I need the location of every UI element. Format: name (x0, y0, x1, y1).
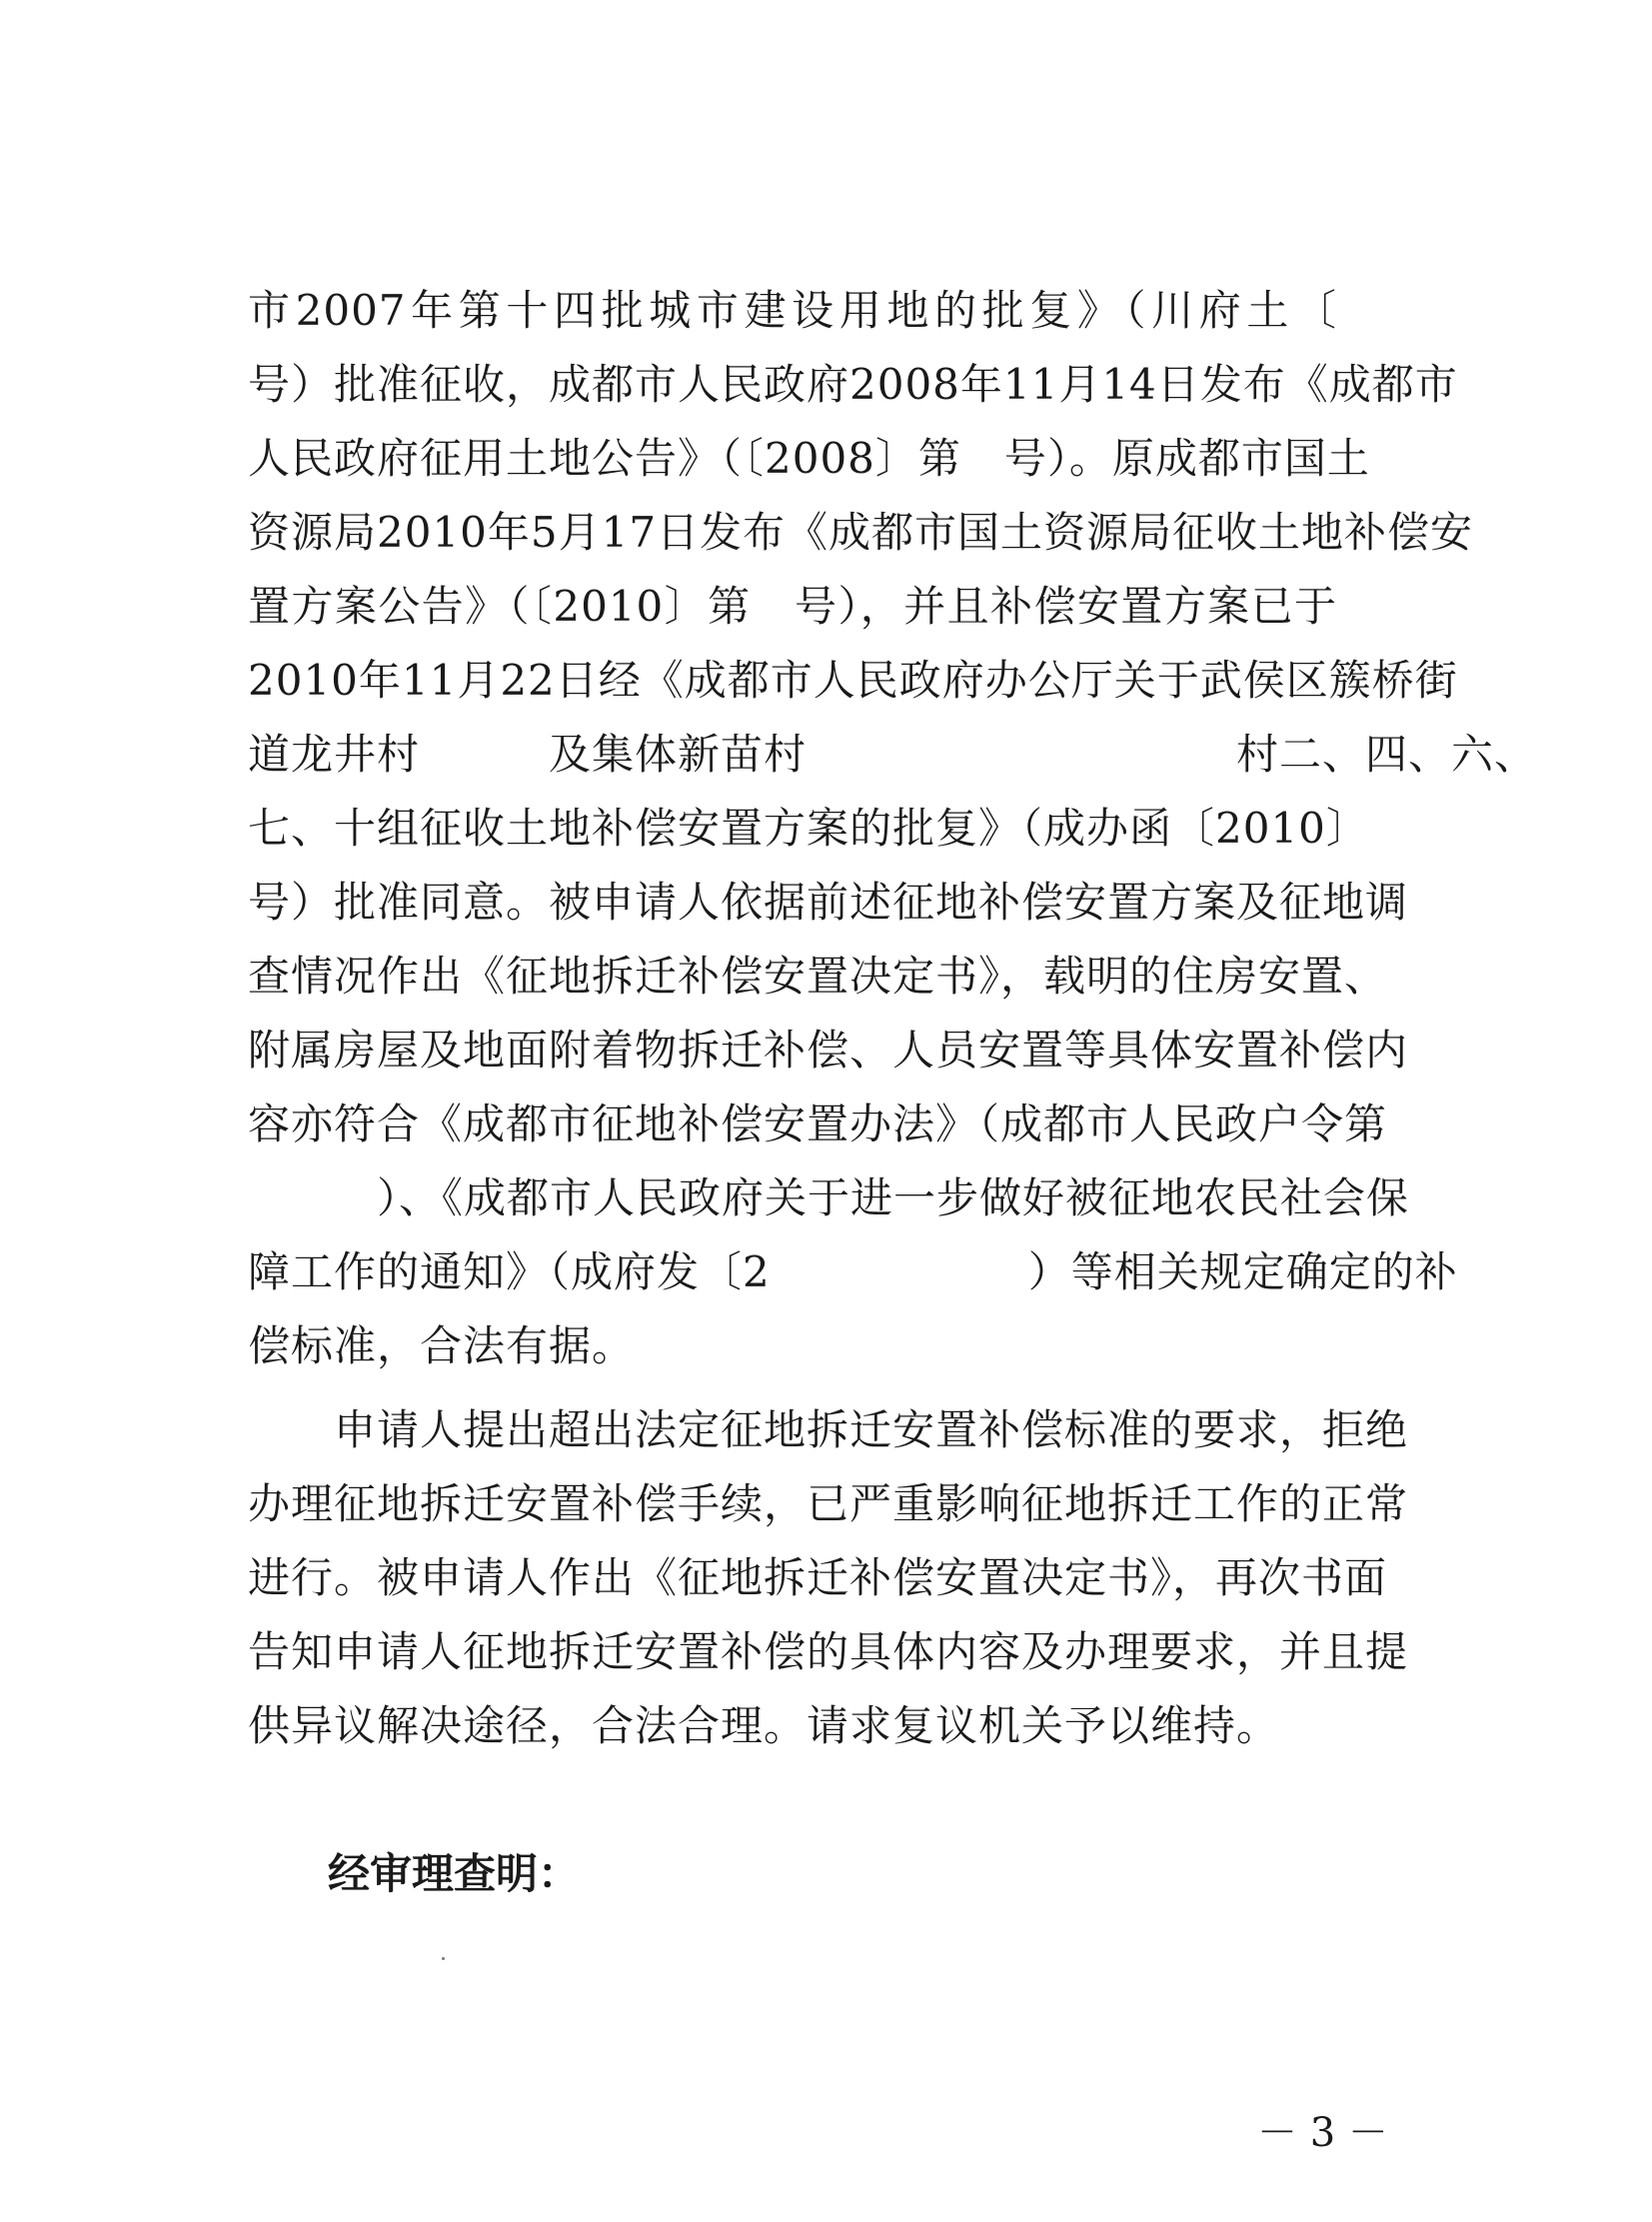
body-text-line: 申请人提出超出法定征地拆迁安置补偿标准的要求，拒绝 (248, 1405, 1409, 1454)
body-text-line: 人民政府征用土地公告》（〔2008〕第 号）。原成都市国土 (248, 434, 1370, 483)
body-text-line: 号）批准征收，成都市人民政府2008年11月14日发布《成都市 (248, 360, 1458, 409)
scan-speck (442, 1957, 445, 1960)
section-heading: 经审理查明： (328, 1849, 581, 1898)
page-number: － 3 － (1257, 2110, 1388, 2156)
body-text-line: 供异议解决途径，合法合理。请求复议机关予以维持。 (248, 1701, 1280, 1750)
body-text-line: 告知申请人征地拆迁安置补偿的具体内容及办理要求，并且提 (248, 1627, 1409, 1676)
body-text-line: 七、十组征收土地补偿安置方案的批复》（成办函〔2010〕 (248, 804, 1369, 853)
body-text-line: 偿标准，合法有据。 (248, 1321, 636, 1370)
body-text-line: 置方案公告》（〔2010〕第 号），并且补偿安置方案已于 (248, 582, 1337, 631)
body-text-line: 号）批准同意。被申请人依据前述征地补偿安置方案及征地调 (248, 878, 1409, 927)
body-text-line: 附属房屋及地面附着物拆迁补偿、人员安置等具体安置补偿内 (248, 1026, 1409, 1075)
body-text-line: 2010年11月22日经《成都市人民政府办公厅关于武侯区簇桥街 (248, 656, 1458, 705)
body-text-line: 道龙井村 及集体新苗村 村二、四、六、 (248, 730, 1538, 779)
body-text-line: 查情况作出《征地拆迁补偿安置决定书》，载明的住房安置、 (248, 952, 1388, 1001)
body-text-line: 进行。被申请人作出《征地拆迁补偿安置决定书》，再次书面 (248, 1553, 1388, 1602)
body-text-line: 资源局2010年5月17日发布《成都市国土资源局征收土地补偿安 (248, 508, 1474, 557)
body-text-line: ）、《成都市人民政府关于进一步做好被征地农民社会保 (248, 1173, 1410, 1222)
body-text-line: 容亦符合《成都市征地补偿安置办法》（成都市人民政户令第 (248, 1100, 1388, 1148)
body-text-line: 市2007年第十四批城市建设用地的批复》（川府土〔 (248, 286, 1337, 335)
body-text-line: 办理征地拆迁安置补偿手续，已严重影响征地拆迁工作的正常 (248, 1479, 1409, 1528)
body-text-line: 障工作的通知》（成府发〔2 ）等相关规定确定的补 (248, 1247, 1458, 1296)
